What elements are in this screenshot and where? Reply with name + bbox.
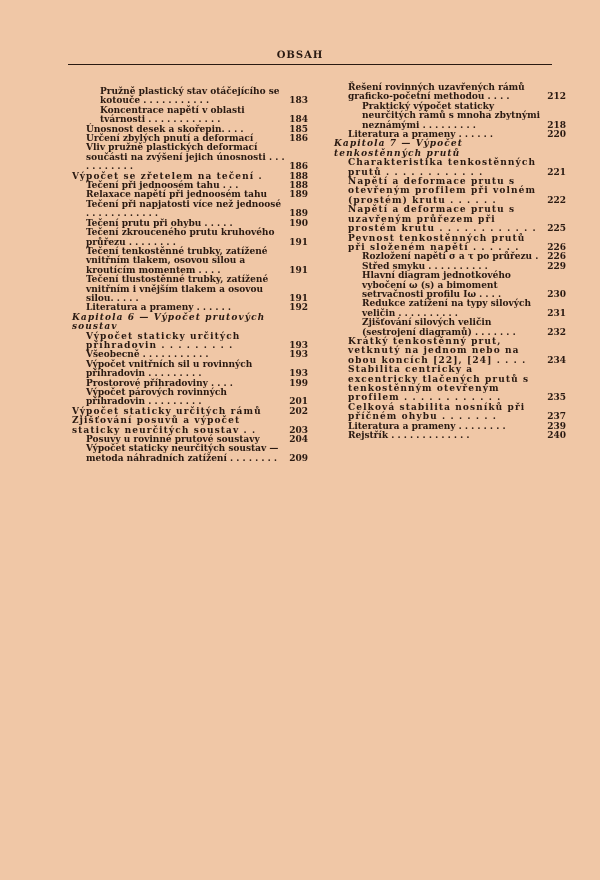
toc-entry-title: Výpočet vnitřních sil u rovinných příhradovin . . . . . . . . . [86,359,253,380]
toc-entry-title: Výpočet staticky určitých rámů [72,406,262,417]
toc-entry-title: Únosnost desek a skořepin. . . . [86,124,244,135]
toc-entry-title: Prostorové příhradoviny . . . . [86,378,233,389]
toc-entry-page: 192 [289,303,308,314]
toc-entry-title: Střed smyku . . . . . . . . . . [362,261,488,272]
toc-entry [330,103,566,131]
toc-entry-page: 186 [289,134,308,145]
toc-entry-title: Výpočet staticky neurčitých soustav — metoda náhradních zatížení . . . . . . . . [86,444,279,464]
toc-entry [330,159,566,178]
toc-entry [68,276,308,304]
toc-entry [68,229,308,248]
toc-entry [330,366,566,404]
toc-entry-page: 235 [547,393,566,404]
toc-entry-title: Krátký tenkostěnný prut, vetknutý na jednom nebo na obou koncích [22], [24] . . . . [348,336,527,366]
toc-entry-page: 189 [289,209,308,220]
toc-entry-title: Koncentrace napětí v oblasti tvárnosti . . . . . . . . . . . . [100,105,245,126]
page-title: OBSAH [276,50,324,61]
toc-entry [68,88,308,107]
toc-entry-title: Výpočet staticky určitých příhradovin . . . . . . . . . [86,331,241,351]
toc-entry [68,417,308,436]
toc-entry-page: 188 [289,181,308,192]
toc-entry [68,333,308,352]
toc-entry-title: Hlavní diagram jednotkového vybočení ω (s) a bimoment setrvačnosti profilu Iω . . . . [362,271,511,300]
toc-entry-page: 218 [547,120,566,131]
toc-entry [68,201,308,220]
toc-entry [330,300,566,319]
toc-entry-title: Tečení při jednoosém tahu . . . [86,181,239,192]
toc-entry [330,178,566,206]
toc-entry-title: Tečení tlustostěnné trubky, zatížené vnitřním i vnějším tlakem a osovou silou. . . . . [86,275,269,304]
toc-entry [68,107,308,126]
toc-entry-page: 222 [547,195,566,206]
toc-entry-title: Celková stabilita nosníků při příčném ohybu . . . . . . . [348,402,526,423]
toc-right-column [330,84,566,441]
toc-entry-page: 190 [289,218,308,229]
toc-entry [330,272,566,300]
toc-entry-page: 186 [289,162,308,173]
toc-left-column [68,88,308,464]
toc-entry-title: Praktický výpočet staticky neurčitých rámů s mnoha zbytnými neznámými . . . . . . . . . [362,101,541,131]
toc-entry-title: Pružně plastický stav otáčejícího se kotouče . . . . . . . . . . . [100,87,280,107]
toc-entry [330,338,566,366]
toc-entry-title: Kapitola 6 — Výpočet prutových soustav [72,312,266,333]
toc-entry-title: Redukce zatížení na typy silových veličin . . . . . . . . . . [362,299,532,319]
header-rule [68,64,552,65]
toc-entry-title: Tečení při napjatosti více než jednoosé . . . . . . . . . . . . [86,199,282,220]
toc-entry [330,319,566,338]
toc-entry [330,84,566,103]
toc-entry-title: Napětí a deformace prutu s uzavřeným průřezem při prostém krutu . . . . . . . . . . . . [348,205,537,235]
toc-entry-page: 225 [547,224,566,235]
toc-entry-page: 204 [289,435,308,446]
toc-entry-page: 191 [289,293,308,304]
toc-entry-title: Kapitola 7 — Výpočet tenkostěnných prutů [334,139,463,159]
toc-entry [68,144,308,172]
toc-entry-title: Relaxace napětí při jednoosém tahu [86,190,268,201]
toc-entry-page: 229 [547,261,566,272]
toc-entry-page: 202 [289,406,308,417]
toc-entry-title: Rejstřík . . . . . . . . . . . . . [348,431,470,442]
toc-entry-page: 212 [547,92,566,103]
toc-entry-page: 231 [547,308,566,319]
toc-entry-page: 226 [547,252,566,263]
toc-entry-page: 193 [289,369,308,380]
toc-entry-title: Rozložení napětí σ a τ po průřezu . [362,252,539,263]
toc-entry [68,445,308,464]
toc-entry-title: Tečení prutu při ohybu . . . . . [86,218,233,229]
toc-entry-page: 185 [289,124,308,135]
toc-entry-page: 201 [289,397,308,408]
toc-entry-page: 239 [547,421,566,432]
toc-entry-title: Literatura a prameny . . . . . . [86,303,232,314]
toc-entry-title: Všeobecně . . . . . . . . . . . [86,350,209,361]
toc-entry-page: 191 [289,265,308,276]
toc-entry-title: Napětí a deformace prutu s otevřeným profilem při volném (prostém) krutu . . . . . . [348,177,537,206]
toc-entry [330,404,566,423]
toc-entry-title: Zjišťování silových veličin (sestrojení diagramů) . . . . . . . [362,318,516,338]
toc-entry-title: Řešení rovinných uzavřených rámů graficko-početní methodou . . . . [348,83,525,103]
toc-entry-title: Literatura a prameny . . . . . . [348,130,494,141]
toc-entry [330,235,566,254]
toc-entry-title: Pevnost tenkostěnných prutů při složeném napětí . . . . . . [348,233,526,253]
toc-entry [68,248,308,276]
toc-entry-page: 191 [289,237,308,248]
toc-entry [68,389,308,408]
toc-entry-title: Určení zbylých pnutí a deformací [86,134,254,145]
toc-entry [330,206,566,234]
toc-chapter-heading [68,314,308,333]
toc-entry-title: Vliv pružně plastických deformací součásti na zvýšení jejich únosnosti . . . . . . . . . . . [86,143,285,173]
toc-entry-title: Výpočet se zřetelem na tečení . [72,171,263,182]
toc-chapter-heading [330,140,566,159]
toc-entry-page: 189 [289,190,308,201]
toc-entry-page: 203 [289,425,308,436]
toc-entry-page: 220 [547,130,566,141]
toc-entry-title: Zjišťování posuvů a výpočet staticky neurčitých soustav . . [72,416,257,436]
toc-entry-page: 188 [289,171,308,182]
toc-entry-page: 232 [547,327,566,338]
toc-entry-title: Výpočet párových rovinných příhradovin . . . . . . . . . [86,388,227,408]
toc-entry-page: 234 [547,355,566,366]
toc-entry-page: 184 [289,115,308,126]
toc-entry-page: 230 [547,289,566,300]
toc-entry-page: 240 [547,431,566,442]
toc-entry-title: Charakteristika tenkostěnných prutů . . . . . . . . . . . . [348,158,537,178]
toc-entry-title: Posuvy u rovinné prutové soustavy [86,435,260,446]
toc-entry-page: 193 [289,350,308,361]
toc-entry-page: 237 [547,412,566,423]
toc-entry-page: 199 [289,378,308,389]
toc-entry-page: 226 [547,242,566,253]
toc-entry-page: 209 [289,453,308,464]
toc-entry [330,432,566,441]
toc-entry-page: 183 [289,96,308,107]
toc-entry [68,361,308,380]
toc-entry-page: 193 [289,340,308,351]
toc-entry-title: Tečení zkrouceného prutu kruhového průřezu . . . . . . . . [86,228,275,248]
toc-entry-title: Tečení tenkostěnné trubky, zatížené vnitřním tlakem, osovou silou a kroutícím momentem . . . . [86,246,268,276]
toc-entry-page: 221 [547,167,566,178]
toc-entry-title: Literatura a prameny . . . . . . . . [348,421,506,432]
toc-entry-title: Stabilita centricky a excentricky tlačených prutů s tenkostěnným otevřeným profilem . . . . . . . . . . . . [348,365,530,404]
